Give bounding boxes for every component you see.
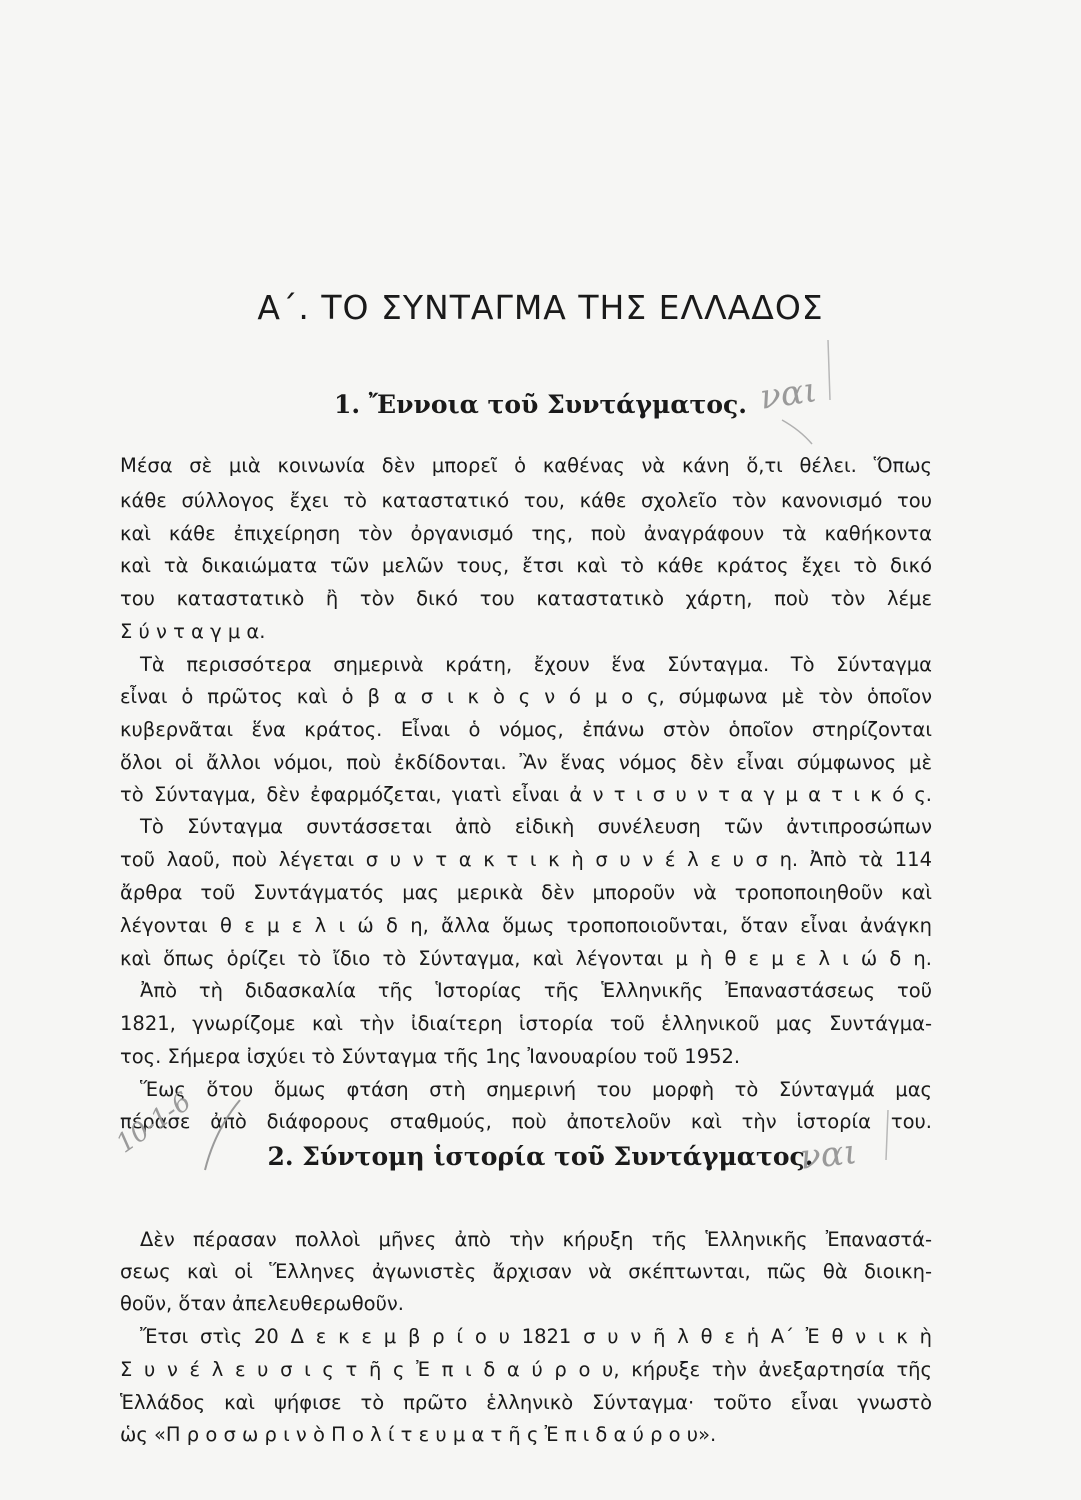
text-line: τοῦ λαοῦ, ποὺ λέγεται σ υ ν τ α κ τ ι κ ὴ σ υ ν έ λ ε υ σ η. Ἀπὸ τὰ 114: [120, 848, 932, 871]
text-line: καὶ τὰ δικαιώματα τῶν μελῶν τους, ἔτσι καὶ τὸ κάθε κράτος ἔχει τὸ δικό: [120, 554, 932, 577]
handwritten-mark-2: ναι: [798, 1132, 859, 1178]
pencil-stroke: [828, 340, 830, 400]
section-heading-1: 1. Ἔννοια τοῦ Συντάγματος.: [334, 390, 747, 419]
text-line: θοῦν, ὅταν ἀπελευθερωθοῦν.: [120, 1292, 404, 1315]
text-line: ὅλοι οἱ ἄλλοι νόμοι, ποὺ ἐκδίδονται. Ἂν ἕνας νόμος δὲν εἶναι σύμφωνος μὲ: [120, 751, 932, 774]
handwritten-date: 10-1-6: [110, 1086, 197, 1160]
text-line: Ἔτσι στὶς 20 Δ ε κ ε μ β ρ ί ο υ 1821 σ υ ν ῆ λ θ ε ἡ Α΄ Ἐ θ ν ι κ ὴ: [140, 1325, 932, 1348]
text-line: Ἀπὸ τὴ διδασκαλία τῆς Ἱστορίας τῆς Ἑλληνικῆς Ἐπαναστάσεως τοῦ: [140, 979, 932, 1002]
text-line: Σ ύ ν τ α γ μ α.: [120, 620, 266, 643]
text-line: Σ υ ν έ λ ε υ σ ι ς τ ῆ ς Ἐ π ι δ α ύ ρ ο υ, κήρυξε τὴν ἀνεξαρτησία τῆς: [120, 1358, 932, 1381]
text-line: του καταστατικὸ ἢ τὸν δικό του καταστατικὸ χάρτη, ποὺ τὸν λέμε: [120, 587, 932, 610]
text-line: τος. Σήμερα ἰσχύει τὸ Σύνταγμα τῆς 1ης Ἰανουαρίου τοῦ 1952.: [120, 1045, 741, 1068]
text-line: ὡς «Π ρ ο σ ω ρ ι ν ὸ Π ο λ ί τ ε υ μ α τ ῆ ς Ἐ π ι δ α ύ ρ ο υ».: [120, 1423, 717, 1446]
pencil-stroke: [205, 1100, 240, 1170]
text-line: εἶναι ὁ πρῶτος καὶ ὁ β α σ ι κ ὸ ς ν ό μ ο ς, σύμφωνα μὲ τὸν ὁποῖον: [120, 685, 932, 708]
text-line: καὶ κάθε ἐπιχείρηση τὸν ὀργανισμό της, ποὺ ἀναγράφουν τὰ καθήκοντα: [120, 522, 932, 545]
pencil-stroke: [886, 1110, 888, 1160]
text-line: Δὲν πέρασαν πολλοὶ μῆνες ἀπὸ τὴν κήρυξη τῆς Ἑλληνικῆς Ἐπαναστά-: [140, 1228, 932, 1251]
handwritten-mark-1: ναι: [757, 370, 820, 418]
text-line: κάθε σύλλογος ἔχει τὸ καταστατικό του, κάθε σχολεῖο τὸν κανονισμό του: [120, 489, 932, 512]
text-line: σεως καὶ οἱ Ἕλληνες ἀγωνιστὲς ἄρχισαν νὰ σκέπτωνται, πῶς θὰ διοικη-: [120, 1260, 932, 1283]
text-line: λέγονται θ ε μ ε λ ι ώ δ η, ἄλλα ὅμως τροποποιοῦνται, ὅταν εἶναι ἀνάγκη: [120, 914, 932, 937]
chapter-title: Α΄. ΤΟ ΣΥΝΤΑΓΜΑ ΤΗΣ ΕΛΛΑΔΟΣ: [257, 288, 824, 327]
text-line: Τὰ περισσότερα σημερινὰ κράτη, ἔχουν ἕνα Σύνταγμα. Τὸ Σύνταγμα: [140, 653, 932, 676]
text-line: τὸ Σύνταγμα, δὲν ἐφαρμόζεται, γιατὶ εἶναι ἀ ν τ ι σ υ ν τ α γ μ α τ ι κ ό ς.: [120, 783, 932, 806]
section-heading-2: 2. Σύντομη ἱστορία τοῦ Συντάγματος.: [267, 1142, 814, 1171]
text-line: κυβερνᾶται ἕνα κράτος. Εἶναι ὁ νόμος, ἐπάνω στὸν ὁποῖον στηρίζονται: [120, 718, 932, 741]
text-line: καὶ ὅπως ὁρίζει τὸ ἴδιο τὸ Σύνταγμα, καὶ λέγονται μ ὴ θ ε μ ε λ ι ώ δ η.: [120, 947, 932, 970]
text-line: Τὸ Σύνταγμα συντάσσεται ἀπὸ εἰδικὴ συνέλευση τῶν ἀντιπροσώπων: [140, 815, 932, 838]
text-line: Ἕως ὅτου ὅμως φτάση στὴ σημερινή του μορφὴ τὸ Σύνταγμά μας: [140, 1078, 932, 1101]
text-line: Ἑλλάδος καὶ ψήφισε τὸ πρῶτο ἑλληνικὸ Σύνταγμα· τοῦτο εἶναι γνωστὸ: [120, 1391, 932, 1414]
text-line: Μέσα σὲ μιὰ κοινωνία δὲν μπορεῖ ὁ καθένας νὰ κάνη ὅ,τι θέλει. Ὅπως: [120, 454, 932, 477]
pencil-stroke: [782, 420, 812, 444]
text-line: 1821, γνωρίζομε καὶ τὴν ἰδιαίτερη ἱστορία τοῦ ἑλληνικοῦ μας Συντάγμα-: [120, 1012, 932, 1035]
text-line: πέρασε ἀπὸ διάφορους σταθμούς, ποὺ ἀποτελοῦν καὶ τὴν ἱστορία του.: [120, 1110, 932, 1133]
text-line: ἄρθρα τοῦ Συντάγματός μας μερικὰ δὲν μποροῦν νὰ τροποποιηθοῦν καὶ: [120, 881, 932, 904]
